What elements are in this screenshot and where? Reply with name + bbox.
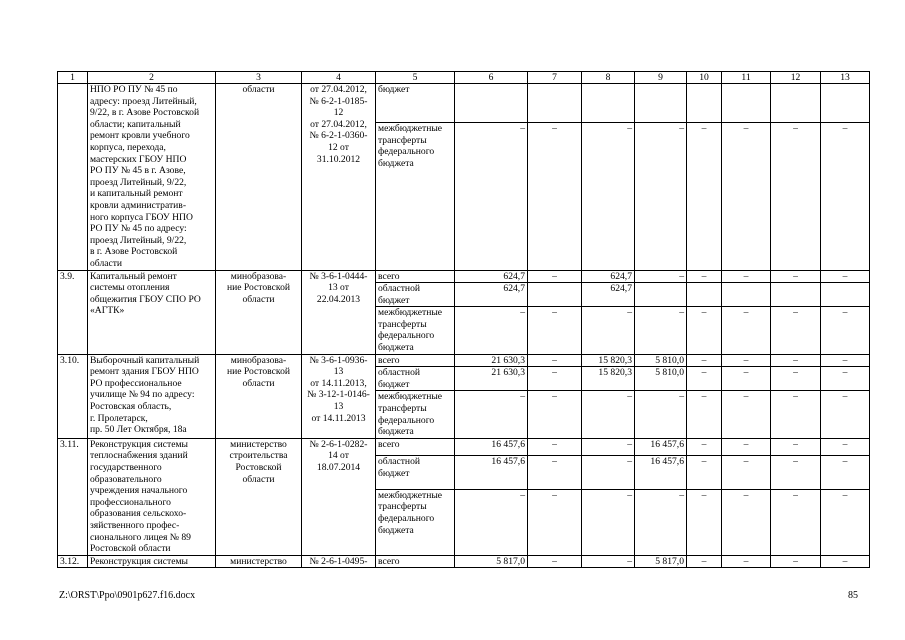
text-line: Реконструкция системы [90, 438, 188, 450]
value-cell: 21 630,3 [455, 367, 528, 391]
text-line: области [242, 293, 275, 305]
value-cell: – [771, 489, 821, 555]
document-ref [302, 84, 376, 271]
value-cell: – [635, 307, 687, 354]
value-cell: – [635, 123, 687, 270]
value-cell: 5 810,0 [635, 354, 687, 367]
item-name [88, 270, 216, 354]
column-header: 10 [687, 72, 722, 84]
responsible-body [216, 270, 302, 354]
text-line: РО ПУ № 45 по адресу: [90, 223, 187, 235]
document-ref [302, 354, 376, 438]
column-header: 8 [582, 72, 635, 84]
text-line: министерство [230, 438, 287, 450]
text-line: областной [378, 456, 421, 468]
funding-source [376, 438, 455, 455]
text-line: общежития ГБОУ СПО РО [90, 293, 201, 305]
text-line: ние Ростовской [226, 366, 290, 378]
value-cell: – [821, 391, 870, 438]
table-row [58, 555, 870, 568]
value-cell: – [687, 307, 722, 354]
text-line: трансферты [378, 501, 427, 513]
text-line: от 14.11.2013, [310, 377, 367, 389]
value-cell: – [528, 391, 582, 438]
value-cell: – [821, 367, 870, 391]
text-line: ремонт кровли учебного [90, 130, 190, 142]
text-line: федерального [378, 414, 435, 426]
value-cell: – [635, 270, 687, 283]
responsible-body [216, 438, 302, 555]
value-cell: – [722, 391, 771, 438]
value-cell [528, 84, 582, 123]
text-line: ного корпуса ГБОУ НПО [90, 211, 193, 223]
value-cell: – [722, 354, 771, 367]
responsible-body [216, 84, 302, 271]
text-line: 12 [333, 107, 344, 119]
column-header: 9 [635, 72, 687, 84]
text-line: № 3-12-1-0146- [307, 389, 370, 401]
text-line: 31.10.2012 [316, 153, 361, 165]
value-cell: – [722, 489, 771, 555]
text-line: трансферты [378, 318, 427, 330]
value-cell: – [687, 489, 722, 555]
column-header: 4 [302, 72, 376, 84]
funding-source [376, 270, 455, 283]
text-line: Реконструкция системы [90, 555, 188, 567]
value-cell: – [455, 489, 528, 555]
value-cell: – [687, 367, 722, 391]
document-ref [302, 555, 376, 568]
column-header: 13 [821, 72, 870, 84]
column-header: 2 [88, 72, 216, 84]
text-line: системы отопления [90, 282, 170, 294]
text-line: министерство [230, 555, 287, 567]
value-cell [687, 283, 722, 307]
text-line: федерального [378, 146, 435, 158]
text-line: пр. 50 Лет Октября, 18а [90, 424, 187, 436]
value-cell [528, 283, 582, 307]
value-cell: – [582, 456, 635, 490]
column-header: 1 [58, 72, 88, 84]
value-cell [771, 283, 821, 307]
text-line: ние Ростовской [226, 282, 290, 294]
text-line: бюджета [378, 426, 414, 438]
text-line: профессионального [90, 496, 171, 508]
value-cell [455, 84, 528, 123]
text-line: государственного [90, 462, 162, 473]
text-line: всего [378, 270, 400, 282]
value-cell: – [771, 367, 821, 391]
table-row [58, 354, 870, 367]
text-line: кровли административ- [90, 199, 187, 211]
column-header: 5 [376, 72, 455, 84]
text-line: зяйственного профес- [90, 519, 180, 531]
page-number: 85 [848, 590, 858, 601]
value-cell [722, 283, 771, 307]
value-cell: 15 820,3 [582, 367, 635, 391]
text-line: Ростовская область, [90, 401, 172, 413]
value-cell: – [722, 367, 771, 391]
value-cell: – [771, 123, 821, 270]
value-cell: – [722, 307, 771, 354]
text-line: № 2-6-1-0282- [309, 438, 368, 450]
item-name [88, 438, 216, 555]
value-cell: – [771, 456, 821, 490]
column-header: 11 [722, 72, 771, 84]
table-body [58, 84, 870, 568]
value-cell [821, 84, 870, 123]
text-line: бюджет [378, 84, 410, 95]
text-line: федерального [378, 330, 435, 342]
text-line: училище № 94 по адресу: [90, 389, 195, 401]
funding-source [376, 555, 455, 568]
text-line: всего [378, 438, 400, 450]
value-cell [722, 84, 771, 123]
text-line: НПО РО ПУ № 45 по [90, 84, 178, 95]
text-line: № 6-2-1-0360- [309, 130, 368, 142]
text-line: области [242, 377, 275, 389]
text-line: проезд Литейный, 9/22, [90, 176, 187, 188]
text-line: в г. Азове Ростовской [90, 246, 178, 258]
value-cell: – [821, 123, 870, 270]
value-cell: – [528, 367, 582, 391]
text-line: проезд Литейный, 9/22, [90, 234, 187, 246]
text-line: всего [378, 555, 400, 567]
value-cell: – [582, 489, 635, 555]
value-cell: – [821, 456, 870, 490]
text-line: трансферты [378, 403, 427, 415]
value-cell: – [722, 555, 771, 568]
value-cell: – [821, 438, 870, 455]
text-line: бюджета [378, 524, 414, 536]
value-cell: – [455, 123, 528, 270]
text-line: ремонт здания ГБОУ НПО [90, 366, 199, 378]
text-line: образовательного [90, 473, 162, 485]
text-line: федерального [378, 513, 435, 525]
funding-source [376, 456, 455, 490]
text-line: № 3-6-1-0444- [309, 270, 368, 282]
value-cell: – [582, 438, 635, 455]
responsible-body [216, 354, 302, 438]
text-line: областной [378, 283, 421, 295]
text-line: мастерских ГБОУ НПО [90, 153, 187, 165]
column-header: 6 [455, 72, 528, 84]
funding-source [376, 307, 455, 354]
value-cell: 15 820,3 [582, 354, 635, 367]
value-cell: 21 630,3 [455, 354, 528, 367]
text-line: области [242, 473, 275, 485]
text-line: 14 от [328, 450, 349, 462]
text-line: Капитальный ремонт [90, 270, 177, 282]
value-cell [821, 283, 870, 307]
value-cell [582, 84, 635, 123]
text-line: от 14.11.2013 [311, 412, 366, 424]
text-line: межбюджетные [378, 123, 443, 135]
value-cell [635, 84, 687, 123]
text-line: Ростовской области [90, 543, 171, 555]
text-line: РО ПУ № 45 в г. Азове, [90, 165, 186, 177]
text-line: межбюджетные [378, 391, 443, 403]
text-line: минобразова- [230, 270, 287, 282]
table-row [58, 270, 870, 283]
value-cell: – [635, 391, 687, 438]
value-cell: – [821, 270, 870, 283]
text-line: адресу: проезд Литейный, [90, 95, 197, 107]
funding-source [376, 391, 455, 438]
value-cell: – [582, 123, 635, 270]
value-cell: – [722, 456, 771, 490]
value-cell: – [821, 555, 870, 568]
document-ref [302, 438, 376, 555]
text-line: теплоснабжения зданий [90, 450, 188, 462]
value-cell [771, 84, 821, 123]
value-cell [687, 84, 722, 123]
table-row [58, 438, 870, 455]
item-number: 3.12. [58, 555, 88, 568]
value-cell: – [528, 456, 582, 490]
value-cell: – [687, 456, 722, 490]
item-number [58, 84, 88, 271]
text-line: учреждения начального [90, 485, 188, 497]
value-cell: – [687, 354, 722, 367]
table-row [58, 84, 870, 123]
column-header: 12 [771, 72, 821, 84]
text-line: области [90, 257, 123, 269]
value-cell: – [821, 354, 870, 367]
value-cell: 16 457,6 [455, 456, 528, 490]
value-cell: – [635, 489, 687, 555]
item-name [88, 84, 216, 271]
value-cell: 16 457,6 [635, 456, 687, 490]
value-cell: – [582, 555, 635, 568]
value-cell: – [528, 270, 582, 283]
text-line: бюджет [378, 378, 410, 390]
text-line: РО профессиональное [90, 377, 182, 389]
text-line: бюджет [378, 467, 410, 479]
value-cell: – [582, 307, 635, 354]
funding-source [376, 84, 455, 123]
value-cell: – [687, 555, 722, 568]
value-cell: – [722, 438, 771, 455]
item-number: 3.11. [58, 438, 88, 555]
value-cell: 624,7 [582, 270, 635, 283]
funding-source [376, 283, 455, 307]
text-line: межбюджетные [378, 307, 443, 319]
text-line: № 3-6-1-0936- [309, 354, 368, 366]
item-number: 3.9. [58, 270, 88, 354]
text-line: области [242, 84, 275, 95]
text-line: от 27.04.2012, [310, 118, 367, 130]
value-cell: – [771, 354, 821, 367]
text-line: Ростовской [235, 462, 282, 473]
value-cell: 5 810,0 [635, 367, 687, 391]
responsible-body [216, 555, 302, 568]
value-cell: – [528, 307, 582, 354]
value-cell: – [722, 270, 771, 283]
footer-file-path: Z:\ORST\Ppo\0901p627.f16.docx [59, 590, 196, 601]
item-number: 3.10. [58, 354, 88, 438]
value-cell [635, 283, 687, 307]
value-cell: – [821, 307, 870, 354]
value-cell: – [687, 391, 722, 438]
value-cell: – [528, 489, 582, 555]
value-cell: 5 817,0 [455, 555, 528, 568]
text-line: 13 [333, 401, 344, 413]
text-line: г. Пролетарск, [90, 412, 148, 424]
value-cell: – [821, 489, 870, 555]
text-line: областной [378, 367, 421, 379]
text-line: всего [378, 354, 400, 366]
text-line: от 27.04.2012, [310, 84, 367, 95]
value-cell: – [771, 555, 821, 568]
value-cell: – [771, 391, 821, 438]
text-line: образования сельскохо- [90, 508, 187, 520]
header-row [58, 72, 870, 84]
value-cell: – [771, 307, 821, 354]
text-line: бюджета [378, 342, 414, 354]
value-cell: 16 457,6 [455, 438, 528, 455]
value-cell: 624,7 [455, 270, 528, 283]
text-line: 9/22, в г. Азове Ростовской [90, 107, 200, 119]
value-cell: – [528, 123, 582, 270]
text-line: и капитальный ремонт [90, 188, 183, 200]
text-line: «АГТК» [90, 305, 125, 317]
text-line: 18.07.2014 [316, 462, 361, 473]
column-header: 7 [528, 72, 582, 84]
funding-source [376, 123, 455, 270]
item-name [88, 555, 216, 568]
value-cell: – [528, 438, 582, 455]
text-line: № 2-6-1-0495- [309, 555, 368, 567]
text-line: межбюджетные [378, 489, 443, 501]
document-ref [302, 270, 376, 354]
budget-table [57, 71, 870, 568]
text-line: 13 [333, 366, 344, 378]
value-cell: – [771, 270, 821, 283]
text-line: корпуса, перехода, [90, 141, 166, 153]
value-cell: – [455, 307, 528, 354]
value-cell: – [722, 123, 771, 270]
text-line: бюджета [378, 157, 414, 169]
value-cell: – [528, 555, 582, 568]
text-line: трансферты [378, 134, 427, 146]
funding-source [376, 354, 455, 367]
value-cell: – [455, 391, 528, 438]
text-line: области; капитальный [90, 118, 181, 130]
text-line: 12 от [328, 141, 349, 153]
item-name [88, 354, 216, 438]
value-cell: – [771, 438, 821, 455]
value-cell: – [687, 123, 722, 270]
value-cell: 5 817,0 [635, 555, 687, 568]
text-line: 22.04.2013 [316, 293, 361, 305]
funding-source [376, 367, 455, 391]
text-line: Выборочный капитальный [90, 354, 200, 366]
value-cell: – [687, 438, 722, 455]
text-line: № 6-2-1-0185- [309, 95, 368, 107]
funding-source [376, 489, 455, 555]
text-line: 13 от [328, 282, 349, 294]
text-line: бюджет [378, 294, 410, 306]
text-line: строительства [229, 450, 288, 462]
value-cell: – [687, 270, 722, 283]
text-line: минобразова- [230, 354, 287, 366]
text-line: сионального лицея № 89 [90, 531, 191, 543]
value-cell: 624,7 [455, 283, 528, 307]
value-cell: – [582, 391, 635, 438]
value-cell: 624,7 [582, 283, 635, 307]
value-cell: – [528, 354, 582, 367]
column-header: 3 [216, 72, 302, 84]
value-cell: 16 457,6 [635, 438, 687, 455]
